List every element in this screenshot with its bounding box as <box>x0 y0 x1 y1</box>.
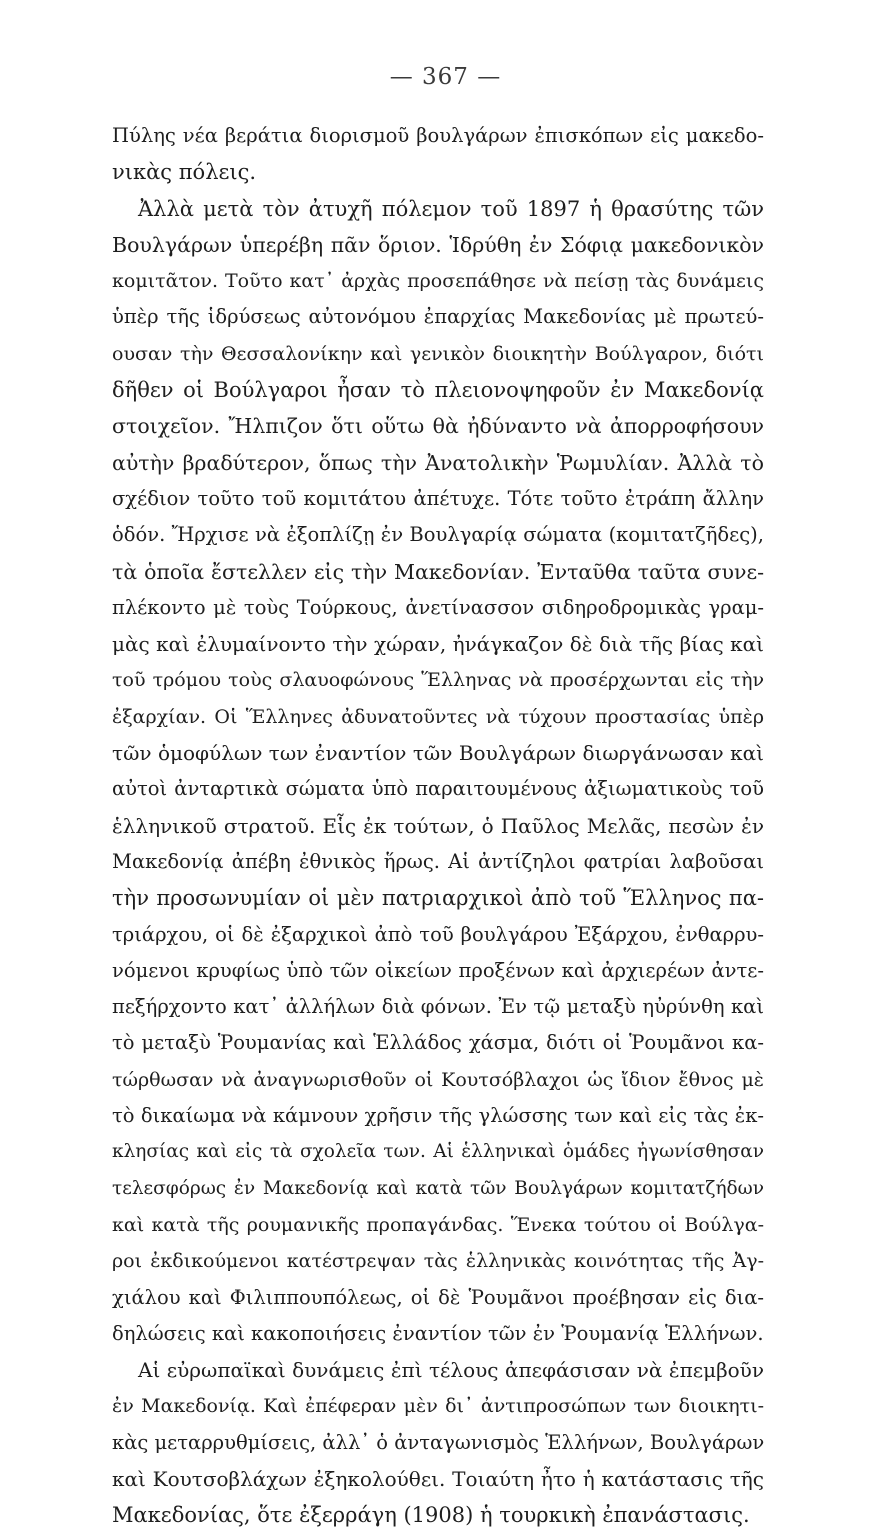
text-line: Βουλγάρων ὑπερέβη πᾶν ὅριον. Ἱδρύθη ἐν Σόφιᾳ μακεδονικὸν <box>112 232 764 257</box>
text-line: Μακεδονίας, ὅτε ἐξερράγη (1908) ἡ τουρκικὴ ἐπανάστασις. <box>112 1503 750 1528</box>
text-line: νόμενοι κρυφίως ὑπὸ τῶν οἰκείων προξένων καὶ ἀρχιερέων ἀντε- <box>112 958 764 982</box>
page-number-header: — 367 — <box>389 64 502 90</box>
text-line: Αἱ εὐρωπαϊκαὶ δυνάμεις ἐπὶ τέλους ἀπεφάσισαν νὰ ἐπεμβοῦν <box>138 1358 764 1383</box>
text-line: αὐτὴν βραδύτερον, ὅπως τὴν Ἀνατολικὴν Ῥωμυλίαν. Ἀλλὰ τὸ <box>112 450 764 475</box>
text-line: ἑλληνικοῦ στρατοῦ. Εἷς ἐκ τούτων, ὁ Παῦλος Μελᾶς, πεσὼν ἐν <box>112 813 764 838</box>
text-line: κὰς μεταρρυθμίσεις, ἀλλ᾽ ὁ ἀνταγωνισμὸς Ἑλλήνων, Βουλγάρων <box>112 1430 764 1454</box>
text-line: σχέδιον τοῦτο τοῦ κομιτάτου ἀπέτυχε. Τότε τοῦτο ἐτράπη ἄλλην <box>112 486 764 510</box>
text-line: τελεσφόρως ἐν Μακεδονίᾳ καὶ κατὰ τῶν Βουλγάρων κομιτατζήδων <box>112 1177 764 1199</box>
text-line: Ἀλλὰ μετὰ τὸν ἀτυχῆ πόλεμον τοῦ 1897 ἡ θρασύτης τῶν <box>138 196 764 221</box>
text-line: τὴν προσωνυμίαν οἱ μὲν πατριαρχικοὶ ἀπὸ τοῦ Ἕλληνος πα- <box>112 886 764 911</box>
text-line: τριάρχου, οἱ δὲ ἐξαρχικοὶ ἀπὸ τοῦ βουλγάρου Ἐξάρχου, ἐνθαρρυ- <box>112 922 764 946</box>
text-line: δηλώσεις καὶ κακοποιήσεις ἐναντίον τῶν ἐν Ῥουμανίᾳ Ἑλλήνων. <box>112 1321 764 1345</box>
text-line: τῶν ὁμοφύλων των ἐναντίον τῶν Βουλγάρων διωργάνωσαν καὶ <box>112 741 764 766</box>
text-line: ἐξαρχίαν. Οἱ Ἕλληνες ἀδυνατοῦντες νὰ τύχουν προστασίας ὑπὲρ <box>112 705 764 728</box>
body-text <box>112 118 764 1534</box>
text-line: καὶ κατὰ τῆς ρουμανικῆς προπαγάνδας. Ἕνεκα τούτου οἱ Βούλγα- <box>112 1213 764 1236</box>
text-line: ἐν Μακεδονίᾳ. Καὶ ἐπέφεραν μὲν δι᾽ ἀντιπροσώπων των διοικητι- <box>112 1395 764 1418</box>
text-line: ροι ἐκδικούμενοι κατέστρεψαν τὰς ἑλληνικὰς κοινότητας τῆς Ἀγ- <box>112 1250 764 1273</box>
text-line: τὸ δικαίωμα νὰ κάμνουν χρῆσιν τῆς γλώσσης των καὶ εἰς τὰς ἐκ- <box>112 1104 764 1128</box>
text-line: τὰ ὁποῖα ἔστελλεν εἰς τὴν Μακεδονίαν. Ἐνταῦθα ταῦτα συνε- <box>112 559 764 584</box>
text-line: στοιχεῖον. Ἤλπιζον ὅτι οὕτω θὰ ἠδύναντο νὰ ἀπορροφήσουν <box>112 414 764 439</box>
text-line: κλησίας καὶ εἰς τὰ σχολεῖα των. Αἱ ἑλληνικαὶ ὁμάδες ἠγωνίσθησαν <box>112 1141 764 1163</box>
text-line: δῆθεν οἱ Βούλγαροι ἦσαν τὸ πλειονοψηφοῦν ἐν Μακεδονίᾳ <box>112 378 764 403</box>
text-line: αὐτοὶ ἀνταρτικὰ σώματα ὑπὸ παραιτουμένους ἀξιωματικοὺς τοῦ <box>112 777 764 801</box>
text-line: Πύλης νέα βεράτια διορισμοῦ βουλγάρων ἐπισκόπων εἰς μακεδο- <box>112 124 764 147</box>
text-line: τώρθωσαν νὰ ἀναγνωρισθοῦν οἱ Κουτσόβλαχοι ὡς ἴδιον ἔθνος μὲ <box>112 1068 764 1091</box>
text-line: νικὰς πόλεις. <box>112 160 257 185</box>
text-line: τὸ μεταξὺ Ῥουμανίας καὶ Ἑλλάδος χάσμα, διότι οἱ Ῥουμᾶνοι κα- <box>112 1031 764 1055</box>
text-line: ὑπὲρ τῆς ἱδρύσεως αὐτονόμου ἐπαρχίας Μακεδονίας μὲ πρωτεύ- <box>112 305 764 329</box>
text-line: ὁδόν. Ἤρχισε νὰ ἐξοπλίζῃ ἐν Βουλγαρίᾳ σώματα (κομιτατζῆδες), <box>112 523 764 547</box>
text-line: τοῦ τρόμου τοὺς σλαυοφώνους Ἕλληνας νὰ προσέρχωνται εἰς τὴν <box>112 669 764 692</box>
text-line: πλέκοντο μὲ τοὺς Τούρκους, ἀνετίνασσον σιδηροδρομικὰς γραμ- <box>112 595 764 619</box>
text-line: μὰς καὶ ἐλυμαίνοντο τὴν χώραν, ἠνάγκαζον δὲ διὰ τῆς βίας καὶ <box>112 632 764 657</box>
text-line: Μακεδονίᾳ ἀπέβη ἐθνικὸς ἥρως. Αἱ ἀντίζηλοι φατρίαι λαβοῦσαι <box>112 849 764 873</box>
text-line: κομιτᾶτον. Τοῦτο κατ᾽ ἀρχὰς προσεπάθησε νὰ πείσῃ τὰς δυνάμεις <box>112 270 764 293</box>
text-line: ουσαν τὴν Θεσσαλονίκην καὶ γενικὸν διοικητὴν Βούλγαρον, διότι <box>112 342 764 365</box>
text-line: καὶ Κουτσοβλάχων ἐξηκολούθει. Τοιαύτη ἦτο ἡ κατάστασις τῆς <box>112 1466 764 1491</box>
text-line: πεξήρχοντο κατ᾽ ἀλλήλων διὰ φόνων. Ἐν τῷ μεταξὺ ηὐρύνθη καὶ <box>112 995 764 1019</box>
text-line: χιάλου καὶ Φιλιππουπόλεως, οἱ δὲ Ῥουμᾶνοι προέβησαν εἰς δια- <box>112 1285 764 1309</box>
